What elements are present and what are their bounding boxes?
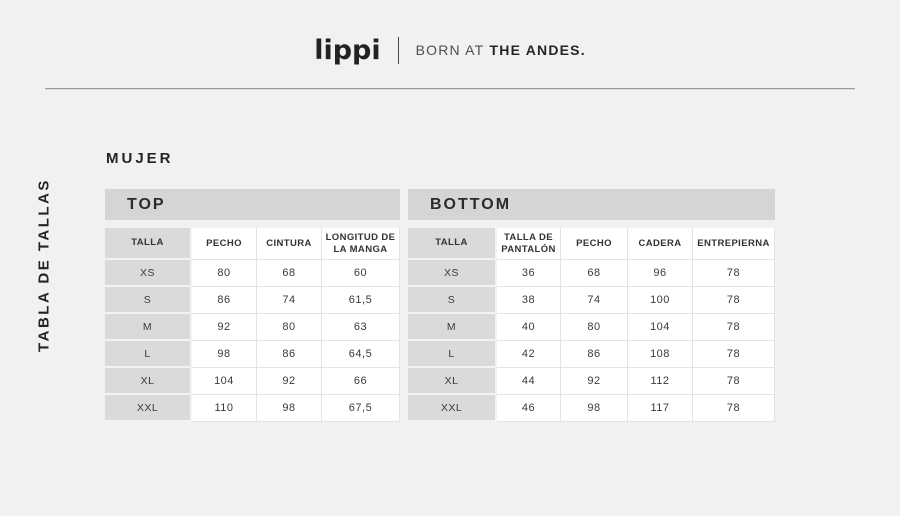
- column-header: LONGITUD DE LA MANGA: [322, 228, 400, 260]
- column-header: CINTURA: [257, 228, 322, 260]
- value-cell: 80: [192, 260, 257, 287]
- value-cell: 86: [561, 341, 628, 368]
- value-cell: 63: [322, 314, 400, 341]
- value-cell: 92: [257, 368, 322, 395]
- top-table-group: [105, 189, 400, 422]
- size-column-header: TALLA: [408, 228, 497, 260]
- value-cell: 98: [192, 341, 257, 368]
- header-divider-line: [45, 88, 855, 89]
- table-row: [105, 341, 400, 368]
- vertical-page-title: TABLA DE TALLAS: [35, 178, 53, 352]
- value-cell: 110: [192, 395, 257, 422]
- lippi-logo: lippi: [314, 34, 381, 66]
- value-cell: 78: [693, 314, 775, 341]
- size-cell: XL: [408, 368, 497, 395]
- table-row: [105, 395, 400, 422]
- value-cell: 108: [628, 341, 693, 368]
- value-cell: 78: [693, 260, 775, 287]
- value-cell: 78: [693, 341, 775, 368]
- table-row: [408, 287, 775, 314]
- column-header: PECHO: [561, 228, 628, 260]
- value-cell: 117: [628, 395, 693, 422]
- table-row: [408, 368, 775, 395]
- value-cell: 74: [561, 287, 628, 314]
- table-row: [105, 314, 400, 341]
- value-cell: 96: [628, 260, 693, 287]
- column-header: ENTREPIERNA: [693, 228, 775, 260]
- table-row: [408, 341, 775, 368]
- value-cell: 104: [192, 368, 257, 395]
- section-title-mujer: MUJER: [106, 150, 174, 167]
- value-cell: 44: [497, 368, 561, 395]
- value-cell: 68: [257, 260, 322, 287]
- value-cell: 36: [497, 260, 561, 287]
- value-cell: 42: [497, 341, 561, 368]
- size-cell: XXL: [105, 395, 192, 422]
- size-cell: S: [408, 287, 497, 314]
- size-cell: M: [105, 314, 192, 341]
- value-cell: 78: [693, 395, 775, 422]
- value-cell: 40: [497, 314, 561, 341]
- brand-header: [0, 30, 900, 70]
- value-cell: 74: [257, 287, 322, 314]
- value-cell: 86: [192, 287, 257, 314]
- size-cell: XS: [408, 260, 497, 287]
- value-cell: 100: [628, 287, 693, 314]
- size-column-header: TALLA: [105, 228, 192, 260]
- value-cell: 68: [561, 260, 628, 287]
- column-header: TALLA DE PANTALÓN: [497, 228, 561, 260]
- size-cell: L: [408, 341, 497, 368]
- value-cell: 78: [693, 287, 775, 314]
- size-cell: XS: [105, 260, 192, 287]
- tagline-regular: BORN AT: [415, 42, 485, 58]
- table-row: [105, 287, 400, 314]
- bottom-size-table: [408, 228, 775, 422]
- brand-tagline: [416, 42, 586, 58]
- size-cell: XXL: [408, 395, 497, 422]
- size-cell: XL: [105, 368, 192, 395]
- top-size-table: [105, 228, 400, 422]
- value-cell: 98: [561, 395, 628, 422]
- value-cell: 80: [257, 314, 322, 341]
- size-cell: S: [105, 287, 192, 314]
- value-cell: 66: [322, 368, 400, 395]
- table-row: [105, 260, 400, 287]
- column-header: CADERA: [628, 228, 693, 260]
- value-cell: 98: [257, 395, 322, 422]
- bottom-table-group: [408, 189, 775, 422]
- table-row: [408, 314, 775, 341]
- table-row: [408, 260, 775, 287]
- tagline-bold: THE ANDES.: [489, 42, 586, 58]
- value-cell: 60: [322, 260, 400, 287]
- value-cell: 61,5: [322, 287, 400, 314]
- value-cell: 92: [192, 314, 257, 341]
- table-row: [408, 395, 775, 422]
- size-tables-container: [105, 189, 775, 422]
- value-cell: 80: [561, 314, 628, 341]
- value-cell: 38: [497, 287, 561, 314]
- top-table-header: TOP: [105, 189, 400, 220]
- column-header: PECHO: [192, 228, 257, 260]
- size-cell: M: [408, 314, 497, 341]
- value-cell: 104: [628, 314, 693, 341]
- logo-divider: [398, 37, 399, 64]
- bottom-table-header: BOTTOM: [408, 189, 775, 220]
- value-cell: 67,5: [322, 395, 400, 422]
- value-cell: 92: [561, 368, 628, 395]
- size-cell: L: [105, 341, 192, 368]
- value-cell: 86: [257, 341, 322, 368]
- value-cell: 46: [497, 395, 561, 422]
- value-cell: 78: [693, 368, 775, 395]
- value-cell: 64,5: [322, 341, 400, 368]
- value-cell: 112: [628, 368, 693, 395]
- table-row: [105, 368, 400, 395]
